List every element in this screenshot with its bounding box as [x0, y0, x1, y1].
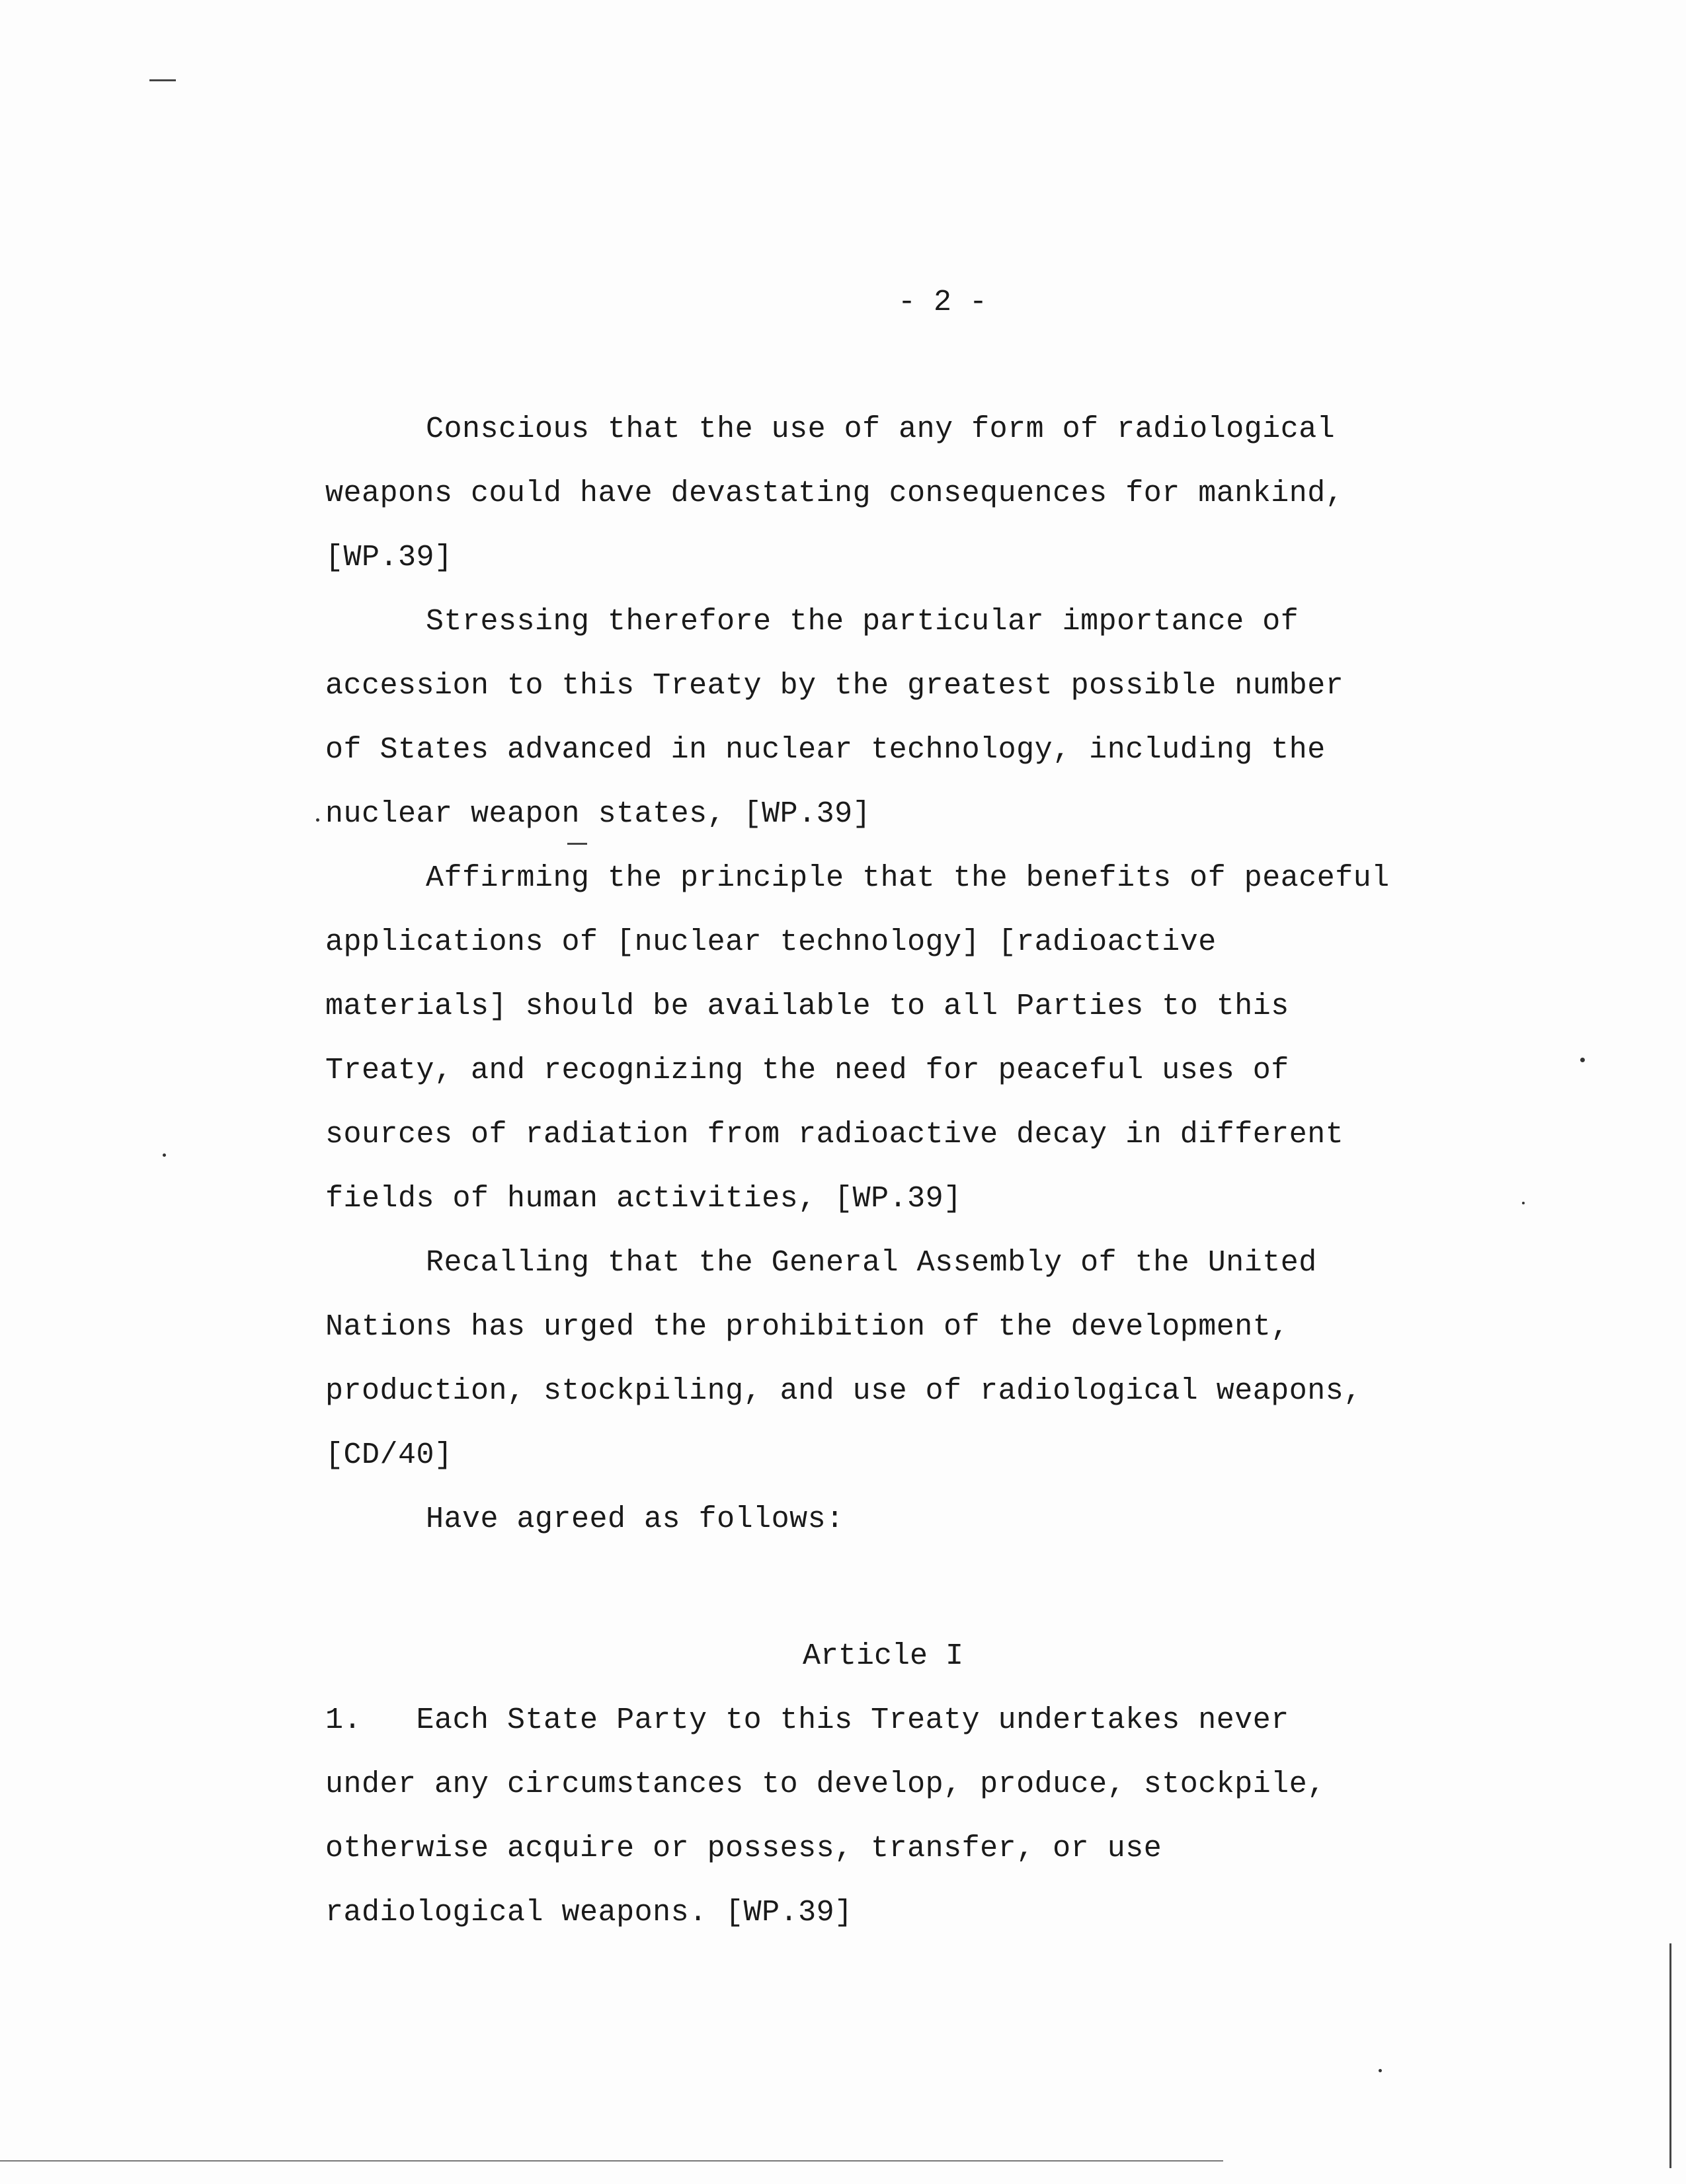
article-line: under any circumstances to develop, produce, stockpile,	[325, 1768, 1326, 1801]
scan-mark	[567, 843, 587, 845]
text-line: Affirming the principle that the benefits of peaceful	[426, 861, 1390, 895]
scan-speck	[1379, 2069, 1382, 2072]
article-heading: Article I	[803, 1639, 964, 1673]
text-line: weapons could have devastating consequences for mankind,	[325, 477, 1344, 510]
scan-speck	[1522, 1202, 1525, 1204]
text-line: nuclear weapon states, [WP.39]	[325, 797, 871, 831]
article-line: otherwise acquire or possess, transfer, or use	[325, 1832, 1162, 1865]
scan-bottom-line	[0, 2160, 1223, 2162]
scan-speck	[163, 1153, 166, 1157]
scan-speck	[1580, 1058, 1585, 1062]
text-line: Recalling that the General Assembly of the United	[426, 1246, 1317, 1280]
text-line: materials] should be available to all Parties to this	[325, 990, 1289, 1023]
text-line: sources of radiation from radioactive decay in different	[325, 1118, 1344, 1151]
scan-edge-line	[1669, 1943, 1671, 2168]
text-line: [CD/40]	[325, 1438, 453, 1472]
article-line: 1. Each State Party to this Treaty undertakes never	[325, 1703, 1289, 1737]
text-line: Have agreed as follows:	[426, 1502, 844, 1536]
article-line: radiological weapons. [WP.39]	[325, 1896, 853, 1930]
text-line: Nations has urged the prohibition of the development,	[325, 1310, 1289, 1344]
text-line: accession to this Treaty by the greatest possible number	[325, 669, 1344, 703]
text-line: applications of [nuclear technology] [radioactive	[325, 925, 1217, 959]
text-line: fields of human activities, [WP.39]	[325, 1182, 962, 1216]
text-line: production, stockpiling, and use of radiological weapons,	[325, 1374, 1362, 1408]
text-line: Stressing therefore the particular importance of	[426, 605, 1299, 639]
text-line: of States advanced in nuclear technology, including the	[325, 733, 1326, 767]
text-line: Conscious that the use of any form of radiological	[426, 412, 1336, 446]
scan-speck	[316, 818, 319, 822]
page-number: - 2 -	[898, 286, 988, 319]
text-line: [WP.39]	[325, 541, 453, 574]
text-line: Treaty, and recognizing the need for peaceful uses of	[325, 1054, 1289, 1087]
scan-mark	[149, 79, 176, 81]
